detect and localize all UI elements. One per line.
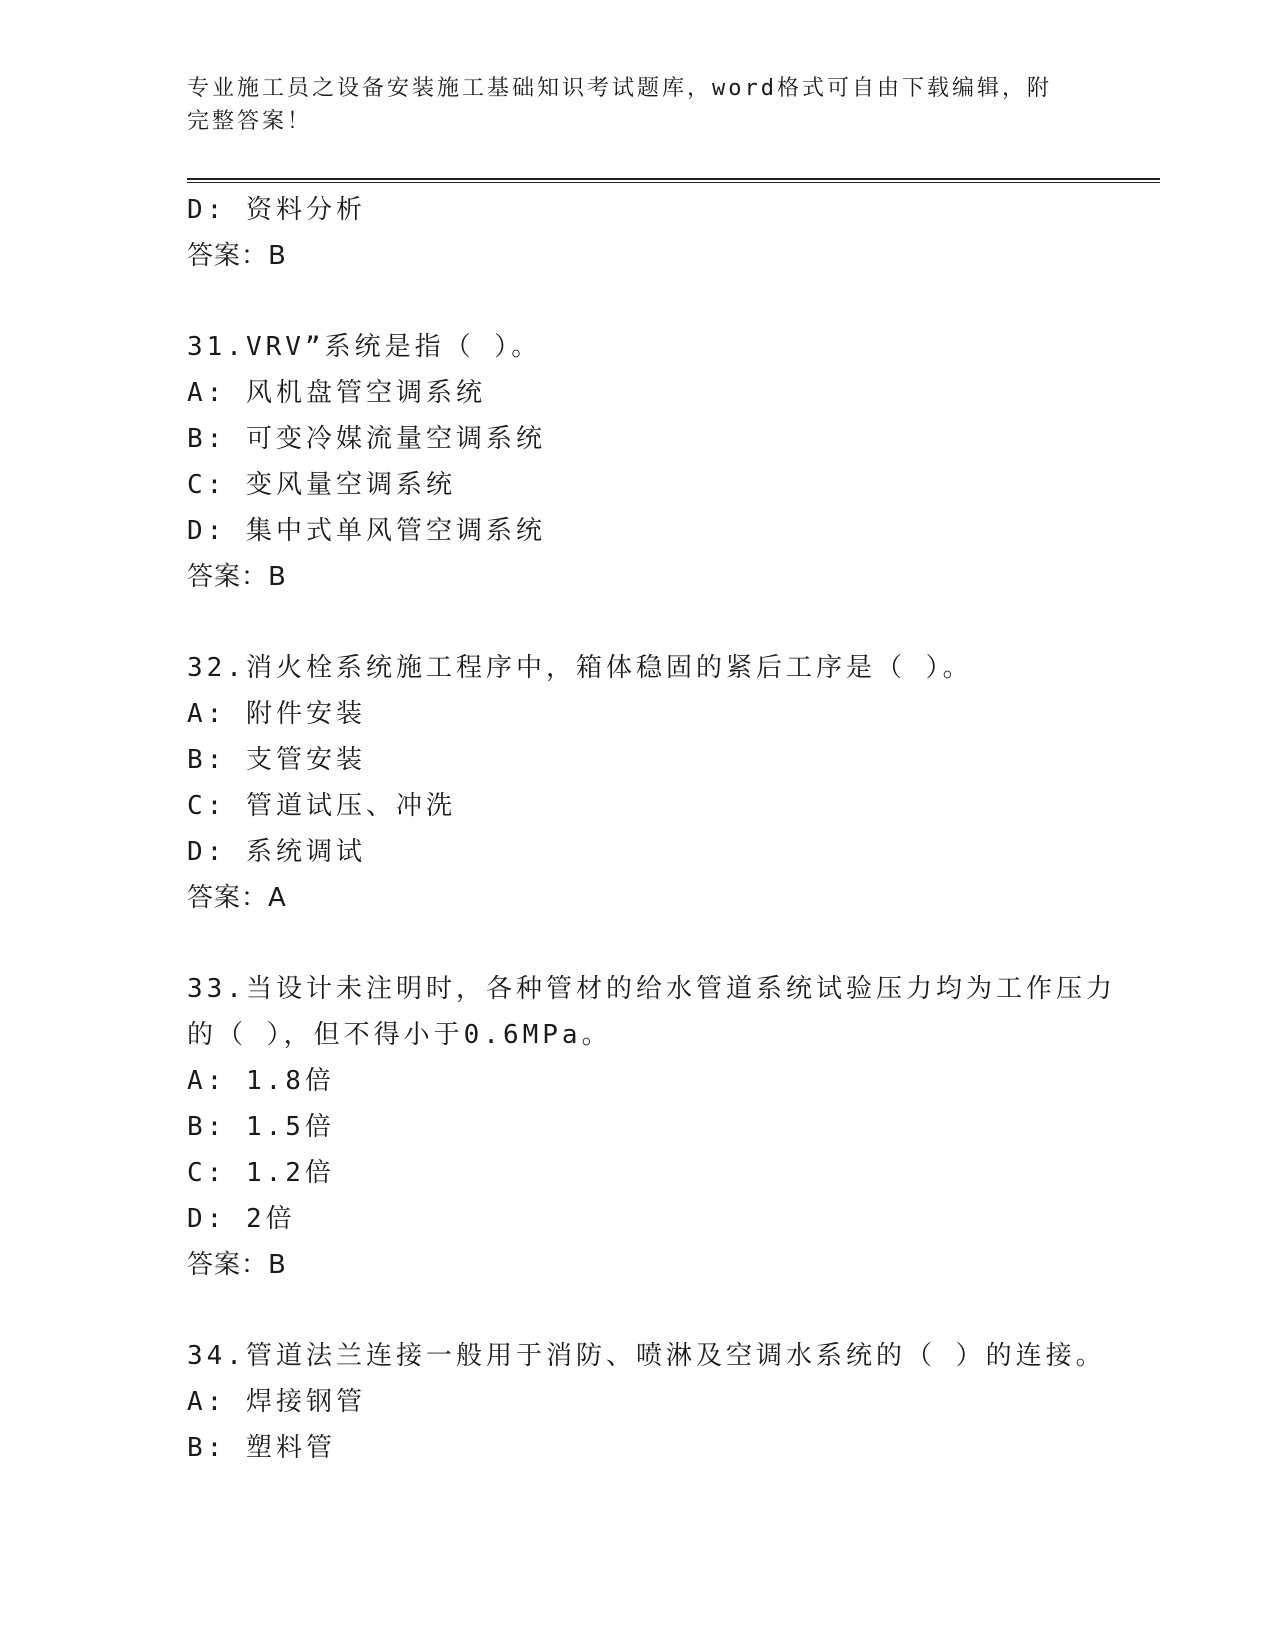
question-stem-line-2: 的（ ），但不得小于0.6MPa。: [187, 1020, 612, 1050]
question-stem: 31.VRV”系统是指（ ）。: [187, 332, 542, 362]
option-b: B: 塑料管: [187, 1433, 336, 1463]
spacer: [187, 921, 1127, 966]
option-d: D: 2倍: [187, 1204, 296, 1234]
question-stem: 32.消火栓系统施工程序中，箱体稳固的紧后工序是（ ）。: [187, 653, 973, 683]
option-a: A: 附件安装: [187, 699, 366, 729]
question-34: [187, 1333, 1127, 1471]
question-33: [187, 966, 1127, 1288]
question-32: [187, 645, 1127, 921]
spacer: [187, 1288, 1127, 1333]
page-header-text: 专业施工员之设备安装施工基础知识考试题库，word格式可自由下载编辑，附完整答案！: [187, 76, 1052, 134]
answer-line: 答案：B: [187, 1250, 287, 1280]
option-a: A: 焊接钢管: [187, 1387, 366, 1417]
question-stem-line-1: 33.当设计未注明时，各种管材的给水管道系统试验压力均为工作压力: [187, 974, 1116, 1004]
option-d: D: 系统调试: [187, 837, 366, 867]
spacer: [187, 279, 1127, 324]
header-divider: [187, 178, 1160, 183]
option-c: C: 1.2倍: [187, 1158, 335, 1188]
answer-line: 答案：B: [187, 562, 287, 592]
option-b: B: 支管安装: [187, 745, 366, 775]
option-c: C: 管道试压、冲洗: [187, 791, 456, 821]
spacer: [187, 600, 1127, 645]
question-list: [187, 187, 1127, 1471]
answer-line: 答案：A: [187, 883, 287, 913]
option-b: B: 可变冷媒流量空调系统: [187, 424, 546, 454]
option-b: B: 1.5倍: [187, 1112, 335, 1142]
answer-line: 答案：B: [187, 241, 287, 271]
question-31: [187, 324, 1127, 600]
option-d: D: 集中式单风管空调系统: [187, 516, 546, 546]
option-a: A: 风机盘管空调系统: [187, 378, 486, 408]
question-stem: 34.管道法兰连接一般用于消防、喷淋及空调水系统的（ ）的连接。: [187, 1341, 1106, 1371]
option-a: A: 1.8倍: [187, 1066, 335, 1096]
option-c: C: 变风量空调系统: [187, 470, 456, 500]
option-d: D: 资料分析: [187, 195, 366, 225]
